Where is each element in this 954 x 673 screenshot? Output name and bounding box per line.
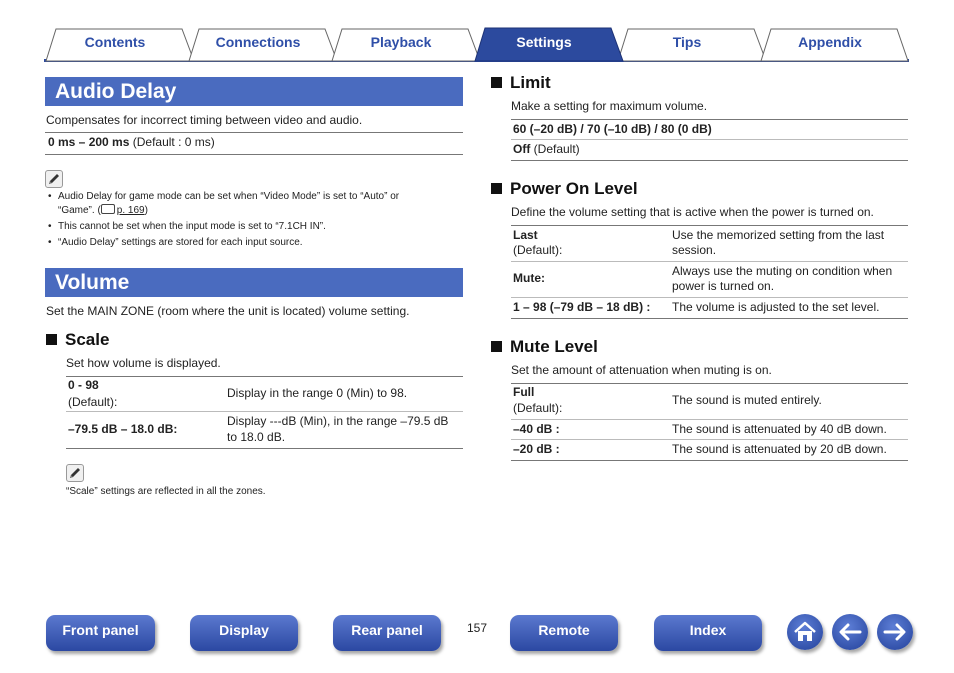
audio-delay-note-2: • This cannot be set when the input mode is set to “7.1CH IN”. bbox=[48, 221, 326, 232]
divider bbox=[511, 225, 908, 226]
audio-delay-note-1-cont bbox=[58, 204, 148, 218]
note-text: “Audio Delay” settings are stored for each input source. bbox=[58, 237, 303, 248]
power-on-level-title: Power On Level bbox=[510, 179, 638, 198]
limit-option-values: 60 (–20 dB) / 70 (–10 dB) / 80 (0 dB) bbox=[513, 122, 712, 136]
remote-button[interactable]: Remote bbox=[510, 615, 618, 651]
volume-heading: Volume bbox=[45, 268, 463, 297]
scale-title: Scale bbox=[65, 330, 110, 349]
divider bbox=[511, 318, 908, 319]
power-option-last-desc-b: session. bbox=[672, 243, 717, 257]
power-option-mute-desc-b: power is turned on. bbox=[672, 279, 775, 293]
limit-description: Make a setting for maximum volume. bbox=[511, 99, 708, 113]
back-button[interactable] bbox=[832, 614, 868, 650]
divider bbox=[511, 297, 908, 298]
divider bbox=[66, 376, 463, 377]
off-label: Off bbox=[513, 142, 531, 156]
page-169-link[interactable]: p. 169 bbox=[116, 205, 145, 216]
mute-level-description: Set the amount of attenuation when muting is on. bbox=[511, 363, 772, 377]
power-option-last: Last bbox=[513, 228, 538, 242]
home-icon bbox=[787, 614, 823, 650]
mute-option-20db-desc: The sound is attenuated by 20 dB down. bbox=[672, 442, 887, 456]
arrow-right-icon bbox=[877, 614, 913, 650]
divider bbox=[511, 383, 908, 384]
divider bbox=[511, 119, 908, 120]
audio-delay-range bbox=[48, 135, 215, 150]
mute-option-default: (Default): bbox=[513, 401, 563, 415]
scale-description: Set how volume is displayed. bbox=[66, 356, 221, 370]
tab-appendix[interactable]: Appendix bbox=[798, 34, 862, 50]
pencil-note-icon bbox=[66, 464, 84, 482]
audio-delay-range-value: 0 ms – 200 ms bbox=[48, 135, 130, 149]
power-option-mute: Mute: bbox=[513, 271, 545, 285]
square-bullet-icon bbox=[46, 334, 57, 345]
rear-panel-button[interactable]: Rear panel bbox=[333, 615, 441, 651]
square-bullet-icon bbox=[491, 183, 502, 194]
scale-heading bbox=[46, 330, 109, 350]
home-button[interactable] bbox=[787, 614, 823, 650]
audio-delay-description: Compensates for incorrect timing between video and audio. bbox=[46, 113, 363, 127]
scale-option-default bbox=[68, 395, 117, 410]
divider bbox=[511, 439, 908, 440]
power-option-last-desc-a: Use the memorized setting from the last bbox=[672, 228, 885, 242]
arrow-left-icon bbox=[832, 614, 868, 650]
note-text: Audio Delay for game mode can be set when “Video Mode” is set to “Auto” or bbox=[58, 191, 400, 202]
limit-option-off bbox=[513, 142, 580, 157]
scale-option-0-98-desc: Display in the range 0 (Min) to 98. bbox=[227, 386, 408, 400]
divider bbox=[511, 139, 908, 140]
off-default: (Default) bbox=[530, 142, 580, 156]
display-button[interactable]: Display bbox=[190, 615, 298, 651]
mute-option-full-desc: The sound is muted entirely. bbox=[672, 393, 822, 407]
divider bbox=[511, 261, 908, 262]
power-on-level-description: Define the volume setting that is active when the power is turned on. bbox=[511, 205, 874, 219]
divider bbox=[511, 419, 908, 420]
tab-playback[interactable]: Playback bbox=[370, 34, 432, 50]
note-text: “Game”. ( bbox=[58, 205, 101, 216]
divider bbox=[45, 154, 463, 155]
scale-option-db: –79.5 dB – 18.0 dB: bbox=[68, 422, 178, 436]
power-option-range: 1 – 98 (–79 dB – 18 dB) : bbox=[513, 300, 651, 314]
power-option-range-desc: The volume is adjusted to the set level. bbox=[672, 300, 880, 314]
divider bbox=[511, 160, 908, 161]
audio-delay-range-default: (Default : 0 ms) bbox=[129, 135, 215, 149]
divider bbox=[511, 460, 908, 461]
divider bbox=[66, 448, 463, 449]
divider bbox=[66, 411, 463, 412]
divider bbox=[45, 132, 463, 133]
square-bullet-icon bbox=[491, 77, 502, 88]
tab-contents[interactable]: Contents bbox=[84, 34, 146, 50]
mute-option-40db: –40 dB : bbox=[513, 422, 560, 436]
mute-option-full: Full bbox=[513, 385, 535, 399]
default-label: (Default): bbox=[68, 395, 118, 409]
pencil-note-icon bbox=[45, 170, 63, 188]
front-panel-button[interactable]: Front panel bbox=[46, 615, 155, 651]
note-text: This cannot be set when the input mode is set to “7.1CH IN”. bbox=[58, 221, 326, 232]
audio-delay-note-1: • Audio Delay for game mode can be set when “Video Mode” is set to “Auto” or bbox=[48, 191, 400, 202]
mute-option-40db-desc: The sound is attenuated by 40 dB down. bbox=[672, 422, 887, 436]
note-text: ) bbox=[144, 205, 148, 216]
limit-heading bbox=[491, 73, 551, 93]
book-reference-icon bbox=[101, 204, 115, 214]
top-tab-bar bbox=[44, 27, 909, 63]
tab-connections[interactable]: Connections bbox=[215, 34, 301, 50]
power-on-level-heading bbox=[491, 179, 638, 199]
scale-note: “Scale” settings are reflected in all the zones. bbox=[66, 486, 266, 497]
index-button[interactable]: Index bbox=[654, 615, 762, 651]
power-option-default: (Default): bbox=[513, 243, 563, 257]
audio-delay-heading: Audio Delay bbox=[45, 77, 463, 106]
scale-option-0-98: 0 - 98 bbox=[68, 378, 99, 392]
forward-button[interactable] bbox=[877, 614, 913, 650]
mute-option-20db: –20 dB : bbox=[513, 442, 560, 456]
volume-description: Set the MAIN ZONE (room where the unit is located) volume setting. bbox=[46, 304, 410, 318]
limit-title: Limit bbox=[510, 73, 551, 92]
scale-option-db-desc-b: to 18.0 dB. bbox=[227, 430, 286, 444]
mute-level-heading bbox=[491, 337, 598, 357]
square-bullet-icon bbox=[491, 341, 502, 352]
power-option-mute-desc-a: Always use the muting on condition when bbox=[672, 264, 893, 278]
page-number: 157 bbox=[466, 621, 488, 635]
tab-settings[interactable]: Settings bbox=[516, 34, 572, 50]
mute-level-title: Mute Level bbox=[510, 337, 598, 356]
tab-tips[interactable]: Tips bbox=[672, 34, 702, 50]
audio-delay-note-3: • “Audio Delay” settings are stored for each input source. bbox=[48, 237, 303, 248]
scale-option-db-desc-a: Display ---dB (Min), in the range –79.5 dB bbox=[227, 414, 449, 428]
